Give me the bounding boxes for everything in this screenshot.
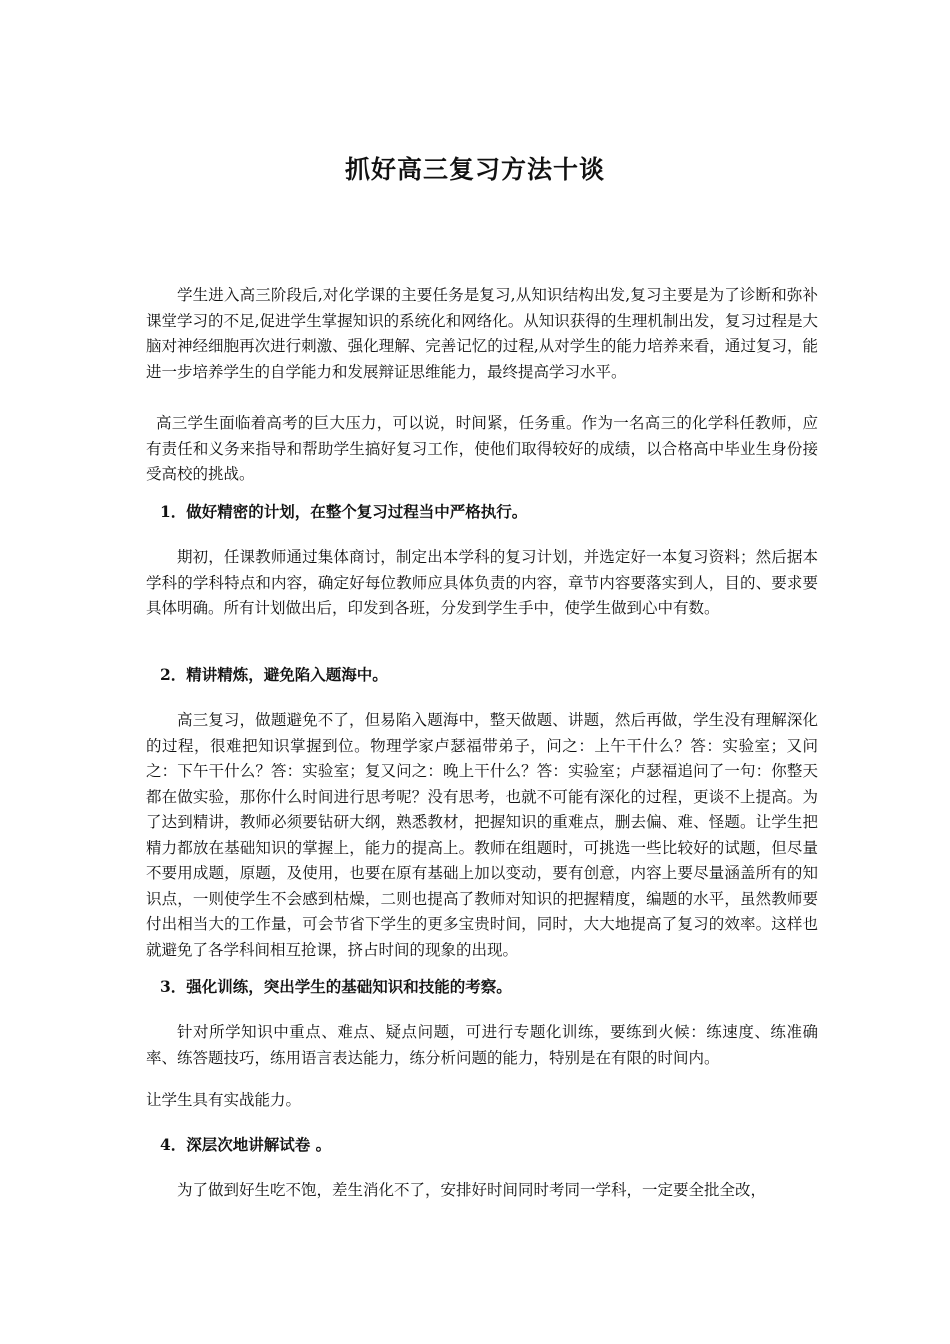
section-1-paragraph-1: 期初，任课教师通过集体商讨，制定出本学科的复习计划，并选定好一本复习资料；然后据本学科的学科特点和内容，确定好每位教师应具体负责的内容，章节内容要落实到人，目的、要求要具体明确。所有计划做出后，印发到各班，分发到学生手中，使学生做到心中有数。 xyxy=(146,548,818,617)
section-heading-4: 4．深层次地讲解试卷 。 xyxy=(160,1135,332,1154)
document-title: 抓好高三复习方法十谈 xyxy=(344,155,605,184)
section-2-paragraph-1: 高三复习，做题避免不了，但易陷入题海中，整天做题、讲题，然后再做，学生没有理解深化的过程，很难把知识掌握到位。物理学家卢瑟福带弟子，问之：上午干什么？答：实验室；又问之：下午干什么？答：实验室；复又问之：晚上干什么？答：实验室；卢瑟福追问了一句：你整天都在做实验，那你什么时间进行思考呢？没有思考，也就不可能有深化的过程，更谈不上提高。为了达到精讲，教师必须要钻研大纲，熟悉教材，把握知识的重难点，删去偏、难、怪题。让学生把精力都放在基础知识的掌握上，能力的提高上。教师在组题时，可挑选一些比较好的试题，但尽量不要用成题，原题，及使用，也要在原有基础上加以变动，要有创意，内容上要尽量涵盖所有的知识点，一则使学生不会感到枯燥，二则也提高了教师对知识的把握精度，编题的水平，虽然教师要付出相当大的工作量，可会节省下学生的更多宝贵时间，同时，大大地提高了复习的效率。这样也就避免了各学科间相互抢课，挤占时间的现象的出现。 xyxy=(146,711,818,959)
section-4-paragraph-1: 为了做到好生吃不饱，差生消化不了，安排好时间同时考同一学科，一定要全批全改， xyxy=(177,1181,767,1199)
section-heading-1: 1．做好精密的计划，在整个复习过程当中严格执行。 xyxy=(160,502,528,521)
section-heading-2: 2．精讲精炼，避免陷入题海中。 xyxy=(160,665,388,684)
section-heading-3: 3．强化训练，突出学生的基础知识和技能的考察。 xyxy=(160,977,512,996)
section-3-paragraph-1: 针对所学知识中重点、难点、疑点问题，可进行专题化训练，要练到火候：练速度、练准确率、练答题技巧，练用语言表达能力，练分析问题的能力，特别是在有限的时间内。 xyxy=(146,1023,818,1067)
intro-paragraph-2: 高三学生面临着高考的巨大压力，可以说，时间紧，任务重。作为一名高三的化学科任教师，应有责任和义务来指导和帮助学生搞好复习工作，使他们取得较好的成绩，以合格高中毕业生身份接受高校的挑战。 xyxy=(146,414,818,483)
section-3-paragraph-2: 让学生具有实战能力。 xyxy=(146,1091,302,1109)
intro-paragraph-1: 学生进入高三阶段后,对化学课的主要任务是复习,从知识结构出发,复习主要是为了诊断和弥补课堂学习的不足,促进学生掌握知识的系统化和网络化。从知识获得的生理机制出发，复习过程是大脑对神经细胞再次进行刺激、强化理解、完善记忆的过程,从对学生的能力培养来看，通过复习，能进一步培养学生的自学能力和发展辩证思维能力，最终提高学习水平。 xyxy=(146,286,818,381)
